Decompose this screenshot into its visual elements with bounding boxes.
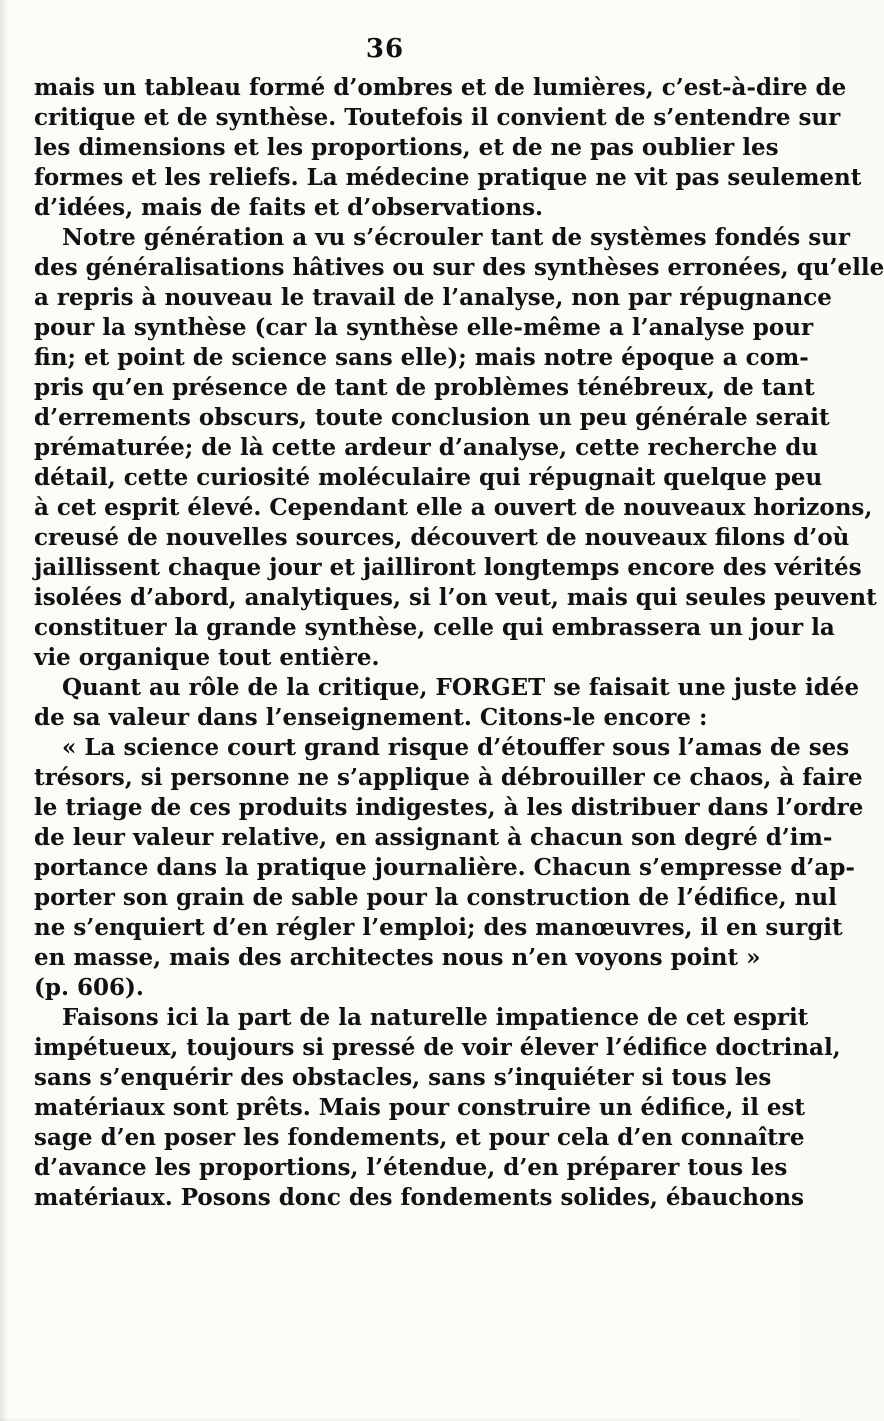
text-line: détail, cette curiosité moléculaire qui répugnait quelque peu — [34, 464, 823, 491]
text-line: les dimensions et les proportions, et de ne pas oublier les — [34, 134, 779, 161]
text-line: creusé de nouvelles sources, découvert de nouveaux filons d’où — [34, 524, 850, 551]
text-line: vie organique tout entière. — [34, 644, 380, 671]
text-line: fin; et point de science sans elle); mais notre époque a com- — [34, 344, 809, 371]
quote-line: porter son grain de sable pour la construction de l’édifice, nul — [34, 884, 837, 911]
text-line: Faisons ici la part de la naturelle impatience de cet esprit — [62, 1004, 809, 1031]
text-line: critique et de synthèse. Toutefois il convient de s’entendre sur — [34, 104, 841, 131]
text-line: matériaux sont prêts. Mais pour construire un édifice, il est — [34, 1094, 806, 1121]
quote-line: en masse, mais des architectes nous n’en voyons point » — [34, 944, 761, 971]
text-line: des généralisations hâtives ou sur des synthèses erronées, qu’elle — [34, 254, 884, 281]
text-line: mais un tableau formé d’ombres et de lumières, c’est-à-dire de — [34, 74, 847, 101]
text-line: sage d’en poser les fondements, et pour cela d’en connaître — [34, 1124, 805, 1151]
text-line: pour la synthèse (car la synthèse elle-même a l’analyse pour — [34, 314, 814, 341]
page-number: 36 — [365, 34, 405, 64]
text-line: constituer la grande synthèse, celle qui embrassera un jour la — [34, 614, 835, 641]
page-edge-shadow — [0, 0, 8, 1421]
text-line: d’errements obscurs, toute conclusion un peu générale serait — [34, 404, 830, 431]
author-name: FORGET — [435, 674, 546, 701]
text-line: d’idées, mais de faits et d’observations. — [34, 194, 544, 221]
quote-line: portance dans la pratique journalière. Chacun s’empresse d’ap- — [34, 854, 855, 881]
text-line: jaillissent chaque jour et jailliront longtemps encore des vérités — [34, 554, 862, 581]
quote-line: ne s’enquiert d’en régler l’emploi; des manœuvres, il en surgit — [34, 914, 843, 941]
quote-line: « La science court grand risque d’étouffer sous l’amas de ses — [62, 734, 850, 761]
text-line: pris qu’en présence de tant de problèmes ténébreux, de tant — [34, 374, 815, 401]
page-body-text — [34, 73, 884, 1213]
text-line: de sa valeur dans l’enseignement. Citons-le encore : — [34, 704, 708, 731]
quote-line: de leur valeur relative, en assignant à chacun son degré d’im- — [34, 824, 833, 851]
text-line: Notre génération a vu s’écrouler tant de systèmes fondés sur — [62, 224, 851, 251]
text-line: à cet esprit élevé. Cependant elle a ouvert de nouveaux horizons, — [34, 494, 873, 521]
text-line: sans s’enquérir des obstacles, sans s’inquiéter si tous les — [34, 1064, 772, 1091]
text-line: d’avance les proportions, l’étendue, d’en préparer tous les — [34, 1154, 788, 1181]
text-line-with-author: Quant au rôle de la critique, FORGET se faisait une juste idée — [62, 674, 860, 701]
text-line: impétueux, toujours si pressé de voir élever l’édifice doctrinal, — [34, 1034, 841, 1061]
text-line: prématurée; de là cette ardeur d’analyse, cette recherche du — [34, 434, 819, 461]
quote-line: trésors, si personne ne s’applique à débrouiller ce chaos, à faire — [34, 764, 863, 791]
text-line: a repris à nouveau le travail de l’analyse, non par répugnance — [34, 284, 832, 311]
text-line: isolées d’abord, analytiques, si l’on veut, mais qui seules peuvent — [34, 584, 877, 611]
text-line: formes et les reliefs. La médecine pratique ne vit pas seulement — [34, 164, 862, 191]
quote-line: le triage de ces produits indigestes, à les distribuer dans l’ordre — [34, 794, 864, 821]
text-line: matériaux. Posons donc des fondements solides, ébauchons — [34, 1184, 804, 1211]
quote-line: (p. 606). — [34, 974, 144, 1001]
